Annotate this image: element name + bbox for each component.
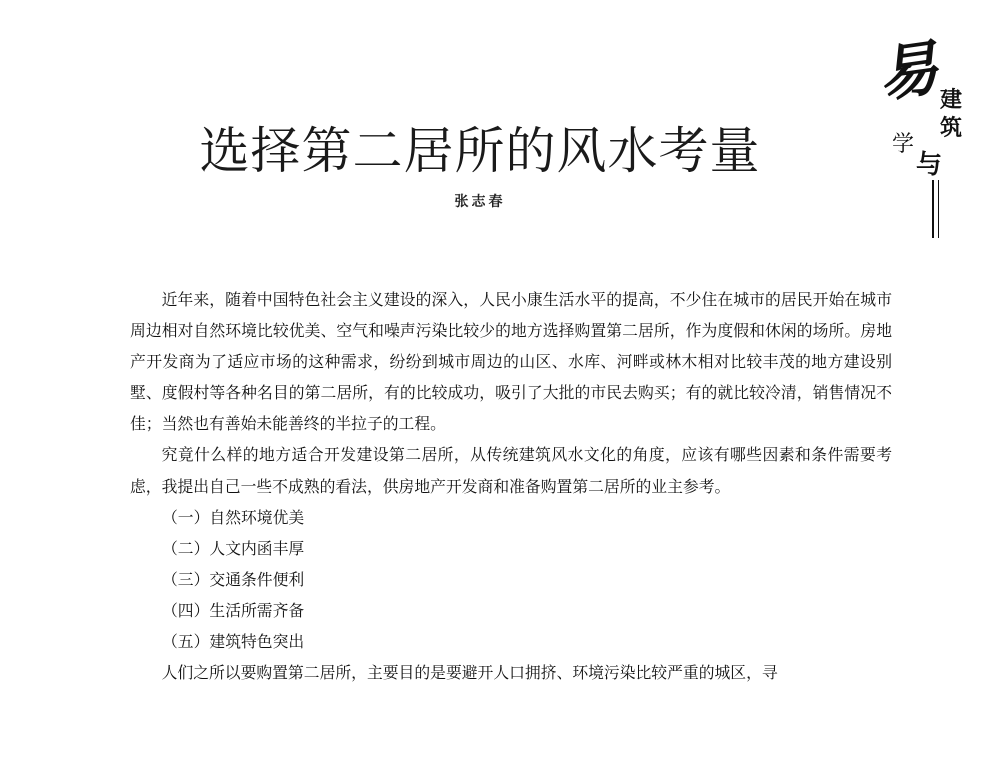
article-body bbox=[130, 284, 892, 688]
logo-yi-glyph: 易 bbox=[873, 33, 943, 111]
logo-jian-glyph: 建 bbox=[940, 88, 963, 113]
paragraph: 近年来，随着中国特色社会主义建设的深入，人民小康生活水平的提高，不少住在城市的居民开始在城市周边相对自然环境比较优美、空气和噪声污染比较少的地方选择购置第二居所，作为度假和休闲的场所。房地产开发商为了适应市场的这种需求，纷纷到城市周边的山区、水库、河畔或林木相对比较丰茂的地方建设别墅、度假村等各种名目的第二居所，有的比较成功，吸引了大批的市民去购买；有的就比较冷清，销售情况不佳；当然也有善始未能善终的半拉子的工程。 bbox=[130, 290, 892, 434]
list-item: （四）生活所需齐备 bbox=[162, 600, 305, 620]
list-item: （五）建筑特色突出 bbox=[162, 632, 305, 652]
corner-logo bbox=[872, 30, 982, 250]
list-item: （三）交通条件便利 bbox=[162, 569, 305, 589]
list-item: （一）自然环境优美 bbox=[162, 507, 305, 527]
logo-rule-vertical bbox=[932, 180, 934, 238]
logo-xue-glyph: 学 bbox=[892, 132, 915, 157]
logo-zhu-glyph: 筑 bbox=[940, 116, 963, 141]
logo-rule-vertical-thin bbox=[938, 180, 939, 238]
article-author: 张志春 bbox=[454, 194, 506, 210]
paragraph: 究竟什么样的地方适合开发建设第二居所，从传统建筑风水文化的角度，应该有哪些因素和条件需要考虑，我提出自己一些不成熟的看法，供房地产开发商和准备购置第二居所的业主参考。 bbox=[130, 445, 892, 496]
paragraph: 人们之所以要购置第二居所，主要目的是要避开人口拥挤、环境污染比较严重的城区，寻 bbox=[161, 663, 778, 683]
logo-yu-glyph: 与 bbox=[916, 150, 943, 180]
list-item: （二）人文内函丰厚 bbox=[162, 538, 305, 558]
article-title: 选择第二居所的风水考量 bbox=[199, 122, 761, 180]
